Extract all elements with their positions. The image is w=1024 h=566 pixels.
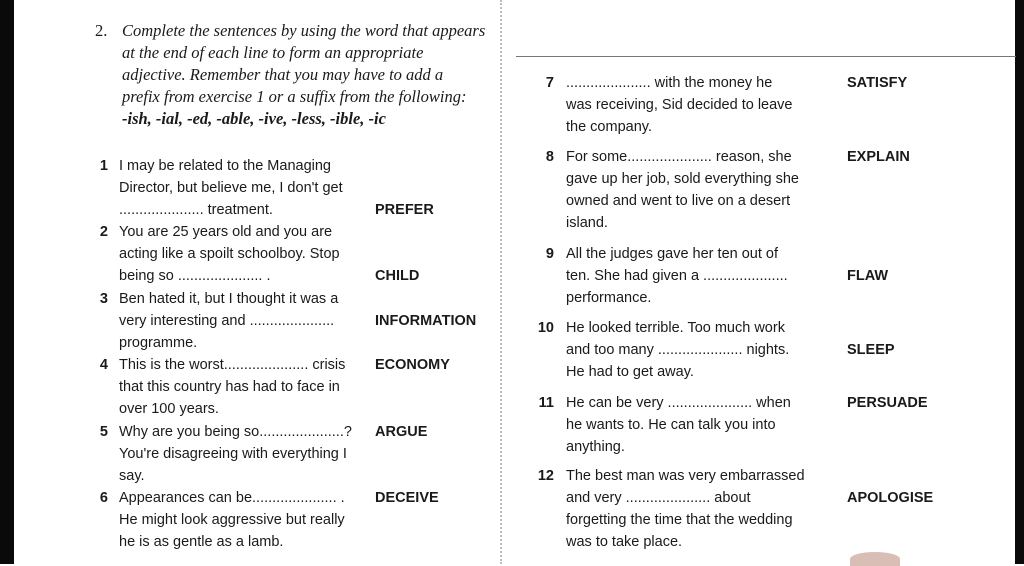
sentence-line: say. [119,468,145,484]
instructions [95,20,495,130]
instruction-line: prefix from exercise 1 or a suffix from the following: [122,87,467,106]
sentence-line: Why are you being so.....................? [119,424,352,440]
sentence-line: Appearances can be..................... . [119,490,345,506]
sentence-line: I may be related to the Managing [119,158,331,174]
item-number: 12 [537,468,554,484]
item-sentence [566,317,789,383]
sentence-line: anything. [566,439,625,455]
item-keyword: PREFER [375,202,434,218]
instruction-line: at the end of each line to form an appropriate [122,43,424,62]
item-sentence [119,155,343,221]
sentence-line: This is the worst..................... crisis [119,357,346,373]
sentence-line: He might look aggressive but really [119,512,345,528]
item-sentence [566,392,791,458]
item-sentence [119,487,345,553]
column-divider [500,0,502,564]
sentence-line: and very ..................... about [566,490,751,506]
sentence-line: island. [566,215,608,231]
sentence-line: You are 25 years old and you are [119,224,333,240]
item-keyword: APOLOGISE [847,490,934,506]
sentence-line: He can be very ..................... when [566,395,791,411]
item-keyword: EXPLAIN [847,149,910,165]
item-number: 7 [545,75,554,91]
sentence-line: owned and went to live on a desert [566,193,791,209]
item-number: 2 [99,224,108,240]
item-number: 9 [545,246,554,262]
item-keyword: PERSUADE [847,395,928,411]
sentence-line: The best man was very embarrassed [566,468,805,484]
item-number: 3 [99,291,108,307]
sentence-line: Ben hated it, but I thought it was a [119,291,339,307]
sentence-line: being so ..................... . [119,268,271,284]
sentence-line: was to take place. [566,534,683,550]
item-keyword: ARGUE [375,424,428,440]
item-keyword: SATISFY [847,75,908,91]
sentence-line: the company. [566,119,652,135]
right-edge [1015,0,1024,564]
item-number: 6 [99,490,108,506]
sentence-line: very interesting and ..................... [119,313,335,329]
item-number: 5 [99,424,108,440]
sentence-line: Director, but believe me, I don't get [119,180,343,196]
item-keyword: CHILD [375,268,420,284]
item-number: 8 [545,149,554,165]
item-sentence [119,421,352,487]
suffix-list: -ish, -ial, -ed, -able, -ive, -less, -ible, -ic [122,109,386,128]
sentence-line: All the judges gave her ten out of [566,246,779,262]
instruction-line: Complete the sentences by using the word that appears [122,21,486,40]
top-rule [516,56,1016,57]
sentence-line: gave up her job, sold everything she [566,171,799,187]
item-keyword: SLEEP [847,342,895,358]
sentence-line: acting like a spoilt schoolboy. Stop [119,246,340,262]
item-keyword: DECEIVE [375,490,439,506]
sentence-line: forgetting the time that the wedding [566,512,793,528]
sentence-line: For some..................... reason, she [566,149,792,165]
item-sentence [566,146,799,234]
item-keyword: INFORMATION [375,313,477,329]
sentence-line: ten. She had given a ..................... [566,268,788,284]
item-sentence [119,354,345,420]
item-sentence [566,243,788,309]
sentence-line: was receiving, Sid decided to leave [566,97,793,113]
sentence-line: He had to get away. [566,364,694,380]
item-number: 11 [538,395,554,411]
instruction-line: adjective. Remember that you may have to add a [122,65,444,84]
item-sentence [119,288,338,354]
exercise-number: 2. [95,21,108,40]
item-keyword: FLAW [847,268,889,284]
sentence-line: You're disagreeing with everything I [119,446,347,462]
item-keyword: ECONOMY [375,357,450,373]
sentence-line: and too many ..................... nights. [566,342,790,358]
item-number: 1 [99,158,108,174]
item-sentence [566,72,793,138]
sentence-line: ..................... with the money he [566,75,773,91]
item-sentence [566,465,805,553]
sentence-line: he is as gentle as a lamb. [119,534,284,550]
item-sentence [119,221,340,287]
sentence-line: programme. [119,335,198,351]
sentence-line: over 100 years. [119,401,219,417]
left-edge [0,0,14,564]
item-number: 10 [537,320,554,336]
sentence-line: He looked terrible. Too much work [566,320,785,336]
sentence-line: ..................... treatment. [119,202,273,218]
sentence-line: performance. [566,290,652,306]
sentence-line: he wants to. He can talk you into [566,417,776,433]
sentence-line: that this country has had to face in [119,379,340,395]
item-number: 4 [99,357,108,373]
